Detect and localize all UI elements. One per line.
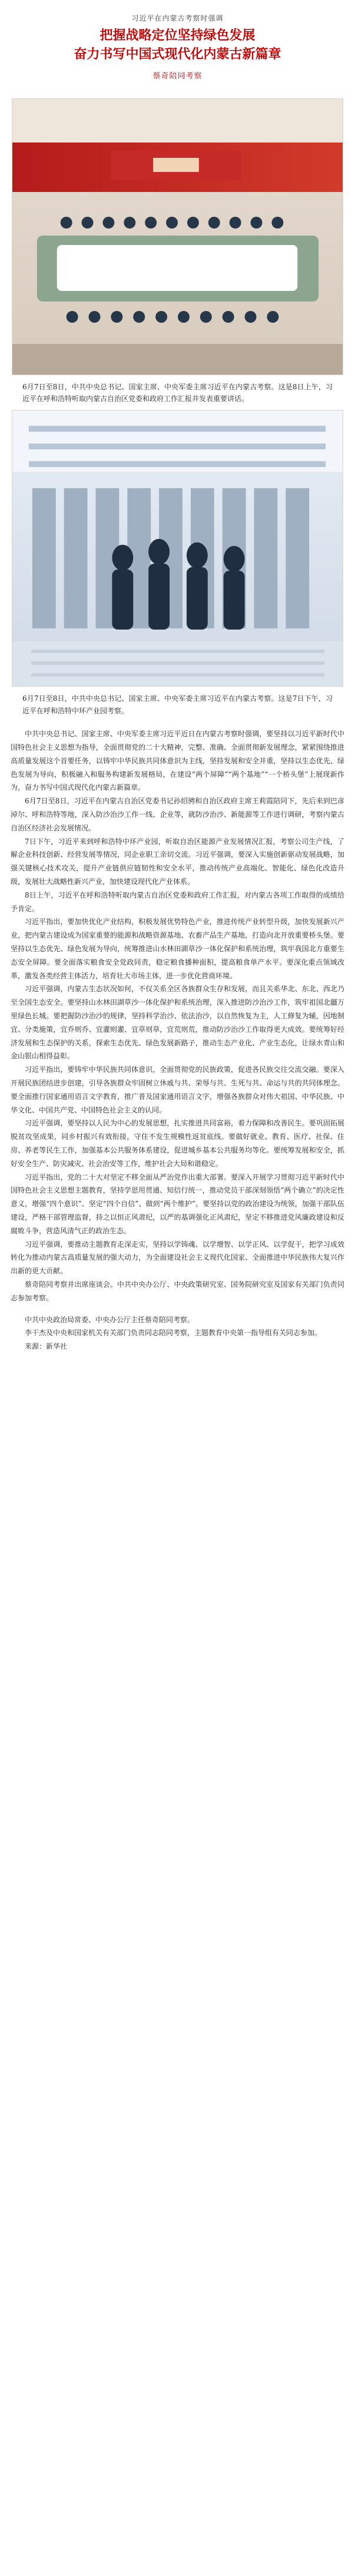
paragraph-6: 习近平强调，内蒙古生态状况如何，不仅关系全区各族群众生存和发展，而且关系华北、东北、西北乃至全国生态安全。要坚持山水林田湖草沙一体化保护和系统治理，深入推进防沙治沙工作，筑牢祖国北疆万里绿色长城。要把握防沙治沙的规律，坚持科学治沙、依法治沙，以自然恢复为主，人工修复为辅，因地制宜、分类施策，宜乔则乔、宜灌则灌、宜草则草，宜荒则荒，推动防沙治沙工作取得更大成效。要统筹好经济发展和生态保护的关系，探索生态优先、绿色发展新路子，推动生态产业化、产业生态化，让绿水青山和金山银山相得益彰。: [11, 985, 344, 1061]
footer-line-2: 李干杰及中央和国家机关有关部门负责同志陪同考察，主题教育中央第一指导组有关同志参加。: [25, 1329, 322, 1337]
source-line: 来源：新华社: [25, 1342, 68, 1351]
kicker: 习近平在内蒙古考察时强调: [131, 14, 224, 22]
paragraph-5: 习近平指出，要加快优化产业结构，积极发展优势特色产业，推进传统产业转型升级，加快发展新兴产业，把内蒙古建设成为国家重要的能源和战略资源基地、农畜产品生产基地，打造向北开放重要桥头堡。要坚持以生态优先、绿色发展为导向，统筹推进山水林田湖草沙一体化保护和系统治理，筑牢我国北方重要生态安全屏障。要全面落实粮食安全党政同责，稳定粮食播种面积，提高粮食单产水平。要深化重点领域改革，激发各类经营主体活力，培育壮大市场主体，进一步优化营商环境。: [11, 918, 344, 980]
photo-2: [12, 410, 343, 687]
footer: [11, 1313, 344, 1353]
title-line1: 把握战略定位坚持绿色发展: [99, 28, 256, 43]
photo-block-2: [12, 410, 343, 717]
paragraph-7: 习近平指出，要铸牢中华民族共同体意识，全面贯彻党的民族政策，促进各民族交往交流交融。要深入开展民族团结进步创建，引导各族群众牢固树立休戚与共、荣辱与共、生死与共、命运与共的共同体理念。要全面推行国家通用语言文字教育，推广普及国家通用语言文字，增强各族群众对伟大祖国、中华民族、中华文化、中国共产党、中国特色社会主义的认同。: [11, 1065, 344, 1114]
paragraph-2: 6月7日至8日，习近平在内蒙古自治区党委书记孙绍骋和自治区政府主席王莉霞陪同下，先后来到巴彦淖尔、呼和浩特等地，深入防沙治沙工作一线、企业等，就防沙治沙、新能源等工作进行调研，考察内蒙古自治区经济社会发展情况。: [11, 797, 344, 832]
photo-1-graphic: [12, 99, 343, 375]
paragraph-1: 中共中央总书记、国家主席、中央军委主席习近平近日在内蒙古考察时强调，要坚持以习近平新时代中国特色社会主义思想为指导，全面贯彻党的二十大精神，完整、准确、全面贯彻新发展理念，紧紧围绕推进高质量发展这个首要任务，以铸牢中华民族共同体意识为主线，坚持发展和安全并重，坚持以生态优先、绿色发展为导向，积极融入和服务构建新发展格局，在建设“两个屏障”“两个基地”“一个桥头堡”上展现新作为，奋力书写中国式现代化内蒙古新篇章。: [11, 730, 344, 792]
photo-block-1: [12, 98, 343, 405]
header: [0, 0, 355, 94]
paragraph-9: 习近平指出，党的二十大对坚定不移全面从严治党作出重大部署。要深入开展学习贯彻习近平新时代中国特色社会主义思想主题教育，坚持学思用贯通、知信行统一，推动党员干部深刻领悟“两个确立”的决定性意义，增强“四个意识”、坚定“四个自信”、做到“两个维护”。要坚持以党的政治建设为统领，加强干部队伍建设，严格干部管理监督，持之以恒正风肃纪，以严的基调强化正风肃纪，坚定不移推进党风廉政建设和反腐败斗争，营造风清气正的政治生态。: [11, 1173, 344, 1235]
photo-1: [12, 98, 343, 375]
paragraph-11: 蔡奇陪同考察并出席座谈会。中共中央办公厅、中央政策研究室、国务院研究室及国家有关部门负责同志参加考察。: [11, 1280, 344, 1302]
photo-2-caption: 6月7日至8日，中共中央总书记、国家主席、中央军委主席习近平在内蒙古考察。这是7日下午，习近平在呼和浩特中环产业园考察。: [22, 694, 333, 715]
title-line2: 奋力书写中国式现代化内蒙古新篇章: [74, 47, 281, 62]
photo-2-graphic: [12, 410, 343, 686]
byline: 蔡奇陪同考察: [152, 71, 203, 81]
footer-line-1: 中共中央政治局常委、中央办公厅主任蔡奇陪同考察。: [25, 1315, 195, 1324]
paragraph-3: 7日下午，习近平来到呼和浩特中环产业园，听取自治区能源产业发展情况汇报，考察公司生产线，了解企业科技创新、经营发展等情况，同企业职工亲切交流。习近平强调，要深入实施创新驱动发展战略，加强关键核心技术攻关，提升产业链供应链韧性和安全水平，推动传统产业高端化、智能化、绿色化改造升级，发展壮大战略性新兴产业，加快建设现代化产业体系。: [11, 837, 344, 886]
photo-1-caption: 6月7日至8日，中共中央总书记、国家主席、中央军委主席习近平在内蒙古考察。这是8日上午，习近平在呼和浩特听取内蒙古自治区党委和政府工作汇报并发表重要讲话。: [22, 382, 333, 403]
article: [11, 727, 344, 1304]
paragraph-4: 8日上午，习近平在呼和浩特听取内蒙古自治区党委和政府工作汇报，对内蒙古各项工作取得的成绩给予肯定。: [11, 890, 344, 913]
paragraph-8: 习近平强调，要坚持以人民为中心的发展思想，扎实推进共同富裕，着力保障和改善民生。要巩固拓展脱贫攻坚成果，同乡村振兴有效衔接，守住不发生规模性返贫底线。要做好就业、教育、医疗、社保、住房、养老等民生工作，加强基本公共服务体系建设，促进城乡基本公共服务均等化。要统筹发展和安全，抓好安全生产、防灾减灾、社会治安等工作，维护社会大局和谐稳定。: [11, 1119, 344, 1168]
paragraph-10: 习近平强调，要推动主题教育走深走实，坚持以学铸魂、以学增智、以学正风、以学促干，把学习成效转化为推动内蒙古高质量发展的强大动力，为全面建设社会主义现代化国家、全面推进中华民族伟大复兴作出新的更大贡献。: [11, 1240, 344, 1276]
